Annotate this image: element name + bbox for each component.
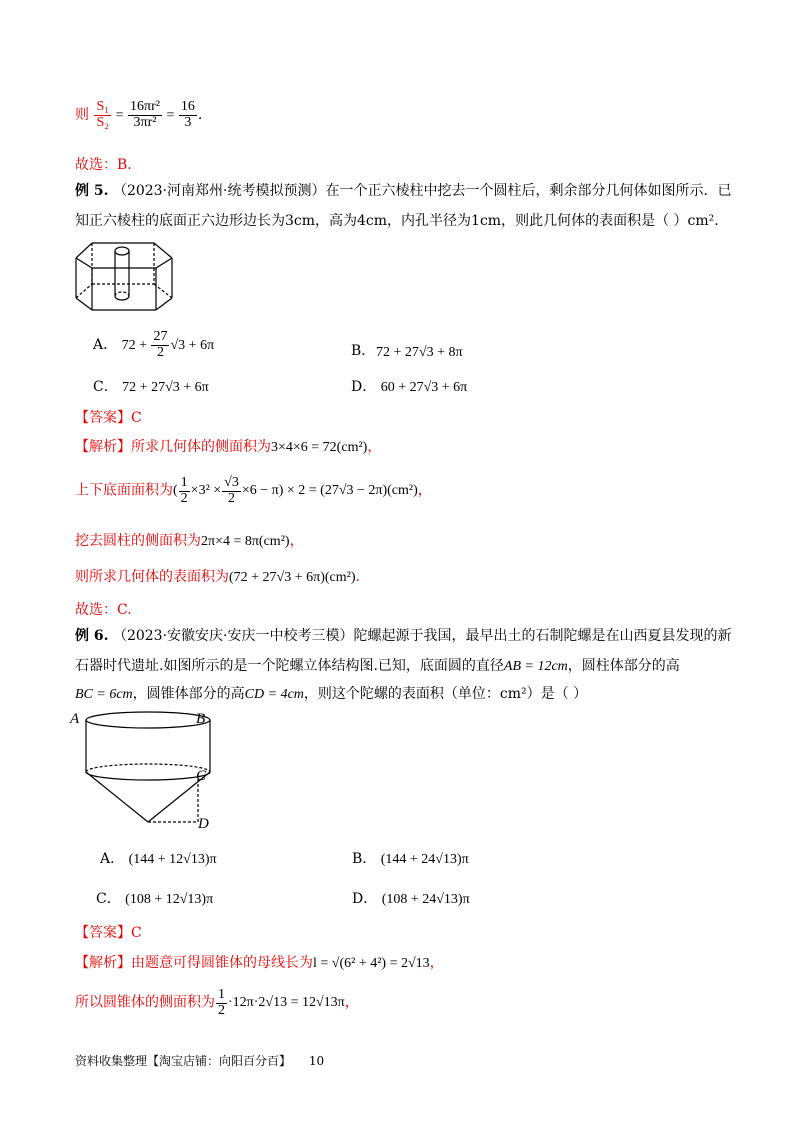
ex6-question-line2: 石器时代遗址.如图所示的是一个陀螺立体结构图.已知，底面圆的直径AB = 12cm，圆柱体部分的高: [75, 658, 680, 674]
ex6-answer: 【答案】C: [75, 925, 142, 941]
ratio-fraction-2: $\frac{\text{16πr²}}{\text{3πr²}}$: [130, 99, 160, 130]
ex6-option-b[interactable]: B． (144 + 24√13)π: [352, 851, 469, 867]
ex5-text-line2: 知正六棱柱的底面正六边形边长为3cm，高为4cm，内孔半径为1cm，则此几何体的表面积是（ ）cm².: [75, 213, 719, 229]
ex5-option-c[interactable]: C． 72 + 27√3 + 6π: [93, 379, 209, 395]
ex6-label: 例 6.: [75, 628, 109, 644]
ex5-answer: 【答案】C: [75, 410, 142, 426]
ex6-analysis-1: 【解析】由题意可得圆锥体的母线长为l = √(6² + 4²) = 2√13，: [75, 955, 444, 971]
ex5-analysis-2: 上下底面面积为( $\frac{1}{2}$ ×3² × $\frac{√3}{2}$ ×6 − π) × 2 = (27√3 − 2π)(cm²)，: [75, 475, 432, 506]
fig-label-d: D: [198, 816, 209, 832]
ratio-fraction-3: $\frac{16}{3}$: [180, 99, 195, 130]
fig-label-b: B: [196, 711, 206, 727]
top-choice: 故选：B.: [75, 157, 132, 173]
ex5-option-b-value: 72 + 27√3 + 8π: [376, 345, 463, 360]
ex5-option-a-fraction: $\frac{27}{2}$: [153, 329, 168, 360]
ex6-analysis-2: 所以圆锥体的侧面积为 $\frac{1}{2}$ ·12π·2√13 = 12√13π，: [75, 987, 359, 1018]
ex5-text-line1: （2023·河南郑州·统考模拟预测）在一个正六棱柱中挖去一个圆柱后，剩余部分几何体如图所示．已: [112, 183, 732, 199]
page-number: 10: [308, 1054, 325, 1068]
ex5-analysis-3: 挖去圆柱的侧面积为2π×4 = 8π(cm²)，: [75, 533, 304, 549]
ex5-analysis-4: 则所求几何体的表面积为(72 + 27√3 + 6π)(cm²).: [75, 569, 360, 585]
ratio-line: 则 $\frac{\text{S₁}}{\text{S₂}}$ = $\frac{\text{16πr²}}{\text{3πr²}}$ = $\frac{16}{3}$ .: [75, 99, 203, 130]
spinning-top-figure: [68, 706, 218, 834]
footer-text: 资料收集整理【淘宝店铺：向阳百分百】: [75, 1054, 292, 1068]
ex5-option-b[interactable]: B．: [351, 343, 376, 359]
ex6-option-a[interactable]: A． (144 + 12√13)π: [100, 851, 217, 867]
ex5-choice: 故选：C.: [75, 602, 132, 618]
ex6-option-c[interactable]: C． (108 + 12√13)π: [96, 891, 214, 907]
hex-prism-figure: [74, 238, 174, 318]
fig-label-c: C: [196, 768, 207, 784]
ex5-option-a[interactable]: A． 72 + $\frac{27}{2}$ √3 + 6π: [93, 329, 215, 360]
ex5-option-d[interactable]: D． 60 + 27√3 + 6π: [351, 379, 468, 395]
ex6-option-d[interactable]: D． (108 + 24√13)π: [352, 891, 470, 907]
ex5-analysis-1: 【解析】所求几何体的侧面积为3×4×6 = 72(cm²)，: [75, 439, 382, 455]
ratio-fraction-1: $\frac{\text{S₁}}{\text{S₂}}$: [96, 99, 110, 130]
ex5-label: 例 5.: [75, 183, 109, 199]
ex5-question: [75, 180, 755, 200]
ratio-prefix: 则: [75, 107, 89, 124]
ex6-question-line1: 例 6. （2023·安徽安庆·安庆一中校考三模）陀螺起源于我国，最早出土的石制陀螺是在山西夏县发现的新: [75, 628, 732, 644]
fig-label-a: A: [70, 711, 80, 727]
page-footer: [75, 1052, 324, 1069]
ex6-question-line3: BC = 6cm，圆锥体部分的高CD = 4cm，则这个陀螺的表面积（单位：cm²）是（ ）: [75, 686, 588, 702]
